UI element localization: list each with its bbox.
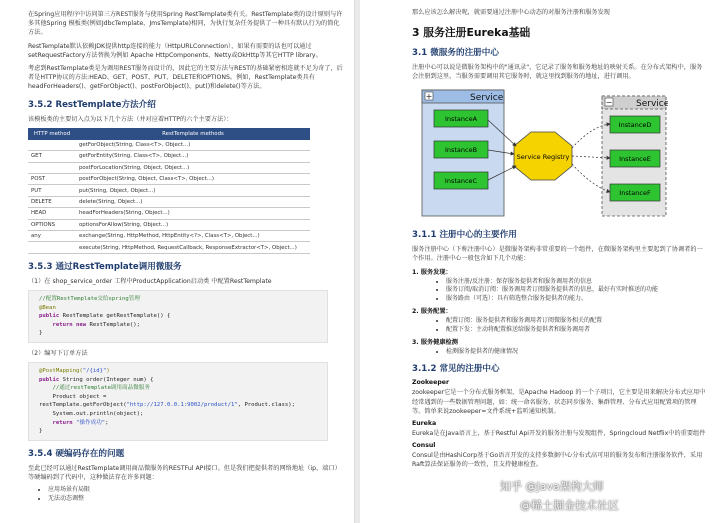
code-text: Product object = xyxy=(39,393,107,400)
list-item: • 服务订阅/取消订阅：服务调用者订阅服务提供者的信息，最好有实时推送的功能 xyxy=(446,286,706,294)
code-text: , Product.class); xyxy=(237,402,295,409)
table-cell-method: HEAD xyxy=(28,208,76,219)
table-header-http-method: HTTP method xyxy=(28,128,76,140)
rest-methods-table xyxy=(28,128,310,254)
table-cell-signature: headForHeaders(String, Object...) xyxy=(76,208,310,219)
list-item: • 配置订阅：服务提供者和服务调用者订阅微服务相关的配置 xyxy=(446,317,706,325)
watermark-zhihu: 知乎 @Java架构大师 xyxy=(500,480,604,493)
consul-paragraph: Consul是由HashiCorp基于Go语言开发的支持多数据中心分布式高可用的服务发布和注册服务软件，采用Raft算法保证服务的一致性，且支持健康检查。 xyxy=(412,452,703,469)
code-text: System.out.println(object); xyxy=(39,411,144,418)
list-item: • 应用场景有局限 xyxy=(48,486,344,494)
code-block-order-method xyxy=(28,362,328,441)
plus-icon: + xyxy=(425,91,433,101)
zookeeper-paragraph: zookeeper它是一个分布式服务框架，是Apache Hadoop 的一个子项目，它主要是用来解决分布式应用中经常遇到的一些数据管理问题，如：统一命名服务、状态同步服务、集群管理、分布式应用配置项的管理等。简单来说zookeeper=文件系统+监听通知机制。 xyxy=(412,389,706,415)
code-annotation: @Bean xyxy=(39,304,56,311)
table-cell-method: GET xyxy=(28,151,76,162)
zookeeper-title: Zookeeper xyxy=(412,379,450,387)
code-text: } xyxy=(39,330,43,337)
heading-3-5-4: 3.5.4 硬编码存在的问题 xyxy=(28,448,125,459)
instance-e-label: InstanceE xyxy=(619,154,651,163)
service-registry-label: Service Registry xyxy=(516,152,570,161)
code-text: RestTemplate getRestTemplate() { xyxy=(62,313,171,320)
heading-3-1-1: 3.1.1 注册中心的主要作用 xyxy=(412,229,517,240)
left-page xyxy=(0,0,355,523)
code-comment: //通过restTemplate调用商品微服务 xyxy=(39,385,150,392)
registry-intro: 注册中心可以说是微服务架构中的"通讯录"，它记录了服务和服务地址的映射关系。在分布式架构中，服务会注册到这里，当服务需要调用其它服务时，就这里找到服务的地址，进行调用。 xyxy=(412,64,703,81)
feature-list xyxy=(412,317,706,334)
code-comment: //配置RestTemplate交给spring管理 xyxy=(39,295,140,302)
list-item: • 检测服务提供者的健康情况 xyxy=(446,348,706,356)
list-item: • 无法动态调整 xyxy=(48,495,344,503)
code-string: "操作成功" xyxy=(76,419,106,426)
list-item: • 服务注册/反注册：保存服务提供者和服务调用者的信息 xyxy=(446,278,706,286)
table-row xyxy=(28,196,310,207)
table-row xyxy=(28,219,310,230)
top-line: 那么应该怎么解决呢，就需要通过注册中心动态的对服务注册和服务发现 xyxy=(412,9,610,16)
table-cell-method xyxy=(28,162,76,173)
table-row xyxy=(28,151,310,162)
code-text: RestTemplate(); xyxy=(89,321,141,328)
heading-3-1-2: 3.1.2 常见的注册中心 xyxy=(412,364,500,375)
table-cell-signature: delete(String, Object...) xyxy=(76,196,310,207)
heading-3-5-2: 3.5.2 RestTemplate方法介绍 xyxy=(28,99,156,110)
intro-paragraph-2: RestTemplate默认依赖JDK提供http连接的能力（HttpURLConnection），如果有需要的话也可以通过setRequestFactory方法替换为例如 Apache HttpComponents、Netty或OkHttp等其它HTTP library。 xyxy=(28,42,322,59)
registry-role-paragraph: 服务注册中心（下称注册中心）是微服务架构非常重要的一个组件，在微服务架构里主要起到了协调者的一个作用。注册中心一般包含如下几个功能： xyxy=(412,245,703,262)
right-service-title: Service xyxy=(636,98,668,109)
consul-title: Consul xyxy=(412,442,436,450)
code-keyword: return xyxy=(39,419,77,426)
code-text: ; xyxy=(105,419,109,426)
eureka-paragraph: Eureka是在Java语言上，基于Restful Api开发的服务注册与发现组件，Springcloud Netflix中的重要组件 xyxy=(412,430,706,438)
table-cell-method: DELETE xyxy=(28,196,76,207)
table-cell-method: any xyxy=(28,230,76,241)
left-service-title: Service xyxy=(470,92,504,103)
table-row xyxy=(28,174,310,185)
problem-list xyxy=(28,486,344,503)
right-page xyxy=(360,0,720,523)
instance-b-label: InstanceB xyxy=(444,145,478,154)
code-text: String order( xyxy=(62,376,107,383)
heading-3: 3 服务注册Eureka基础 xyxy=(412,26,531,40)
instance-c-label: InstanceC xyxy=(444,176,478,185)
code-keyword: public xyxy=(39,376,63,383)
list-item: • 配置下发：主动将配置推送给服务提供者和服务调用者 xyxy=(446,326,706,334)
code-string: "http://127.0.0.1:9002/product/1" xyxy=(126,402,238,409)
heading-3-1: 3.1 微服务的注册中心 xyxy=(412,48,499,59)
table-header-rest-methods: RestTemplate methods xyxy=(76,128,310,140)
eureka-title: Eureka xyxy=(412,420,437,428)
feature-group-title: 1. 服务发现： xyxy=(412,269,452,277)
table-cell-signature: getForObject(String, Class<T>, Object...) xyxy=(76,140,310,151)
table-row xyxy=(28,185,310,196)
intro-paragraph-3: 考虑到RestTemplate类是为调用REST服务而设计的，因此它的主要方法与REST的基础紧密相连就不足为奇了，后者是HTTP协议的方法:HEAD、GET、POST、PUT、DELETE和OPTIONS。例如，RestTemplate类具有headForHeaders()、getForObject()、postForObject()、put()和delete()等方法。 xyxy=(28,65,343,91)
code-annotation: @PostMapping( xyxy=(39,368,83,375)
heading-3-5-3: 3.5.3 通过RestTemplate调用微服务 xyxy=(28,261,182,272)
table-row xyxy=(28,230,310,241)
table-cell-signature: put(String, Object, Object...) xyxy=(76,185,310,196)
feature-group-title: 2. 服务配置： xyxy=(412,308,452,316)
diagram-svg xyxy=(418,86,668,222)
feature-list xyxy=(412,348,706,356)
table-cell-method: OPTIONS xyxy=(28,219,76,230)
instance-a-label: InstanceA xyxy=(444,114,478,123)
table-intro: 该模板类的主要切入点为以下几个方法（并对应着HTTP的六个主要方法）： xyxy=(28,115,233,123)
feature-group-title: 3. 服务健康检测 xyxy=(412,339,458,347)
feature-list xyxy=(412,278,706,303)
instance-d-label: InstanceD xyxy=(618,120,652,129)
code-text: } xyxy=(39,428,43,435)
code-text: restTemplate.getForObject( xyxy=(39,402,127,409)
step-1-text: （1）在 shop_service_order 工程中ProductApplication启动类 中配置RestTemplate xyxy=(28,277,272,285)
code-text: Integer num) { xyxy=(106,376,154,383)
code-string: "/{id}" xyxy=(82,368,107,375)
table-row xyxy=(28,242,310,253)
code-keyword: return new xyxy=(39,321,90,328)
table-cell-method xyxy=(28,140,76,151)
table-row xyxy=(28,140,310,151)
step-2-text: （2）编写下订单方法 xyxy=(28,349,88,357)
hardcode-paragraph: 至此已经可以通过RestTemplate调用商品微服务的RESTFul API接口。但是我们把提供者的网络地址（ip，端口）等硬编码到了代码中，这种做法存在许多问题： xyxy=(28,464,341,482)
minus-icon: − xyxy=(605,97,613,107)
table-cell-method: PUT xyxy=(28,185,76,196)
table-cell-signature: optionsForAllow(String, Object...) xyxy=(76,219,310,230)
list-item: • 服务路由（可选）：具有筛选整合服务提供者的能力。 xyxy=(446,295,706,303)
code-keyword: public xyxy=(39,313,63,320)
code-block-resttemplate-bean xyxy=(28,290,328,343)
table-cell-method: POST xyxy=(28,174,76,185)
service-registry-diagram xyxy=(418,86,668,222)
table-cell-signature: execute(String, HttpMethod, RequestCallback, ResponseExtractor<T>, Object...) xyxy=(76,242,310,253)
table-row xyxy=(28,162,310,173)
watermark-juejin: @稀土掘金技术社区 xyxy=(520,499,619,512)
code-annotation: ) xyxy=(106,368,110,375)
table-cell-signature: getForEntity(String, Class<T>, Object...) xyxy=(76,151,310,162)
instance-f-label: InstanceF xyxy=(619,188,651,197)
table-cell-method xyxy=(28,242,76,253)
table-cell-signature: exchange(String, HttpMethod, HttpEntity<?>, Class<T>, Object...) xyxy=(76,230,310,241)
table-cell-signature: postForObject(String, Object, Class<T>, Object...) xyxy=(76,174,310,185)
table-row xyxy=(28,208,310,219)
intro-paragraph-1: 在Spring应用程序中访问第三方REST服务与使用Spring RestTemplate类有关。RestTemplate类的设计原则与许多其他Spring 模板类(例如JdbcTemplate、JmsTemplate)相同，为执行复杂任务提供了一种具有默认行为的简化方法。 xyxy=(28,11,343,37)
table-cell-signature: postForLocation(String, Object, Object...) xyxy=(76,162,310,173)
